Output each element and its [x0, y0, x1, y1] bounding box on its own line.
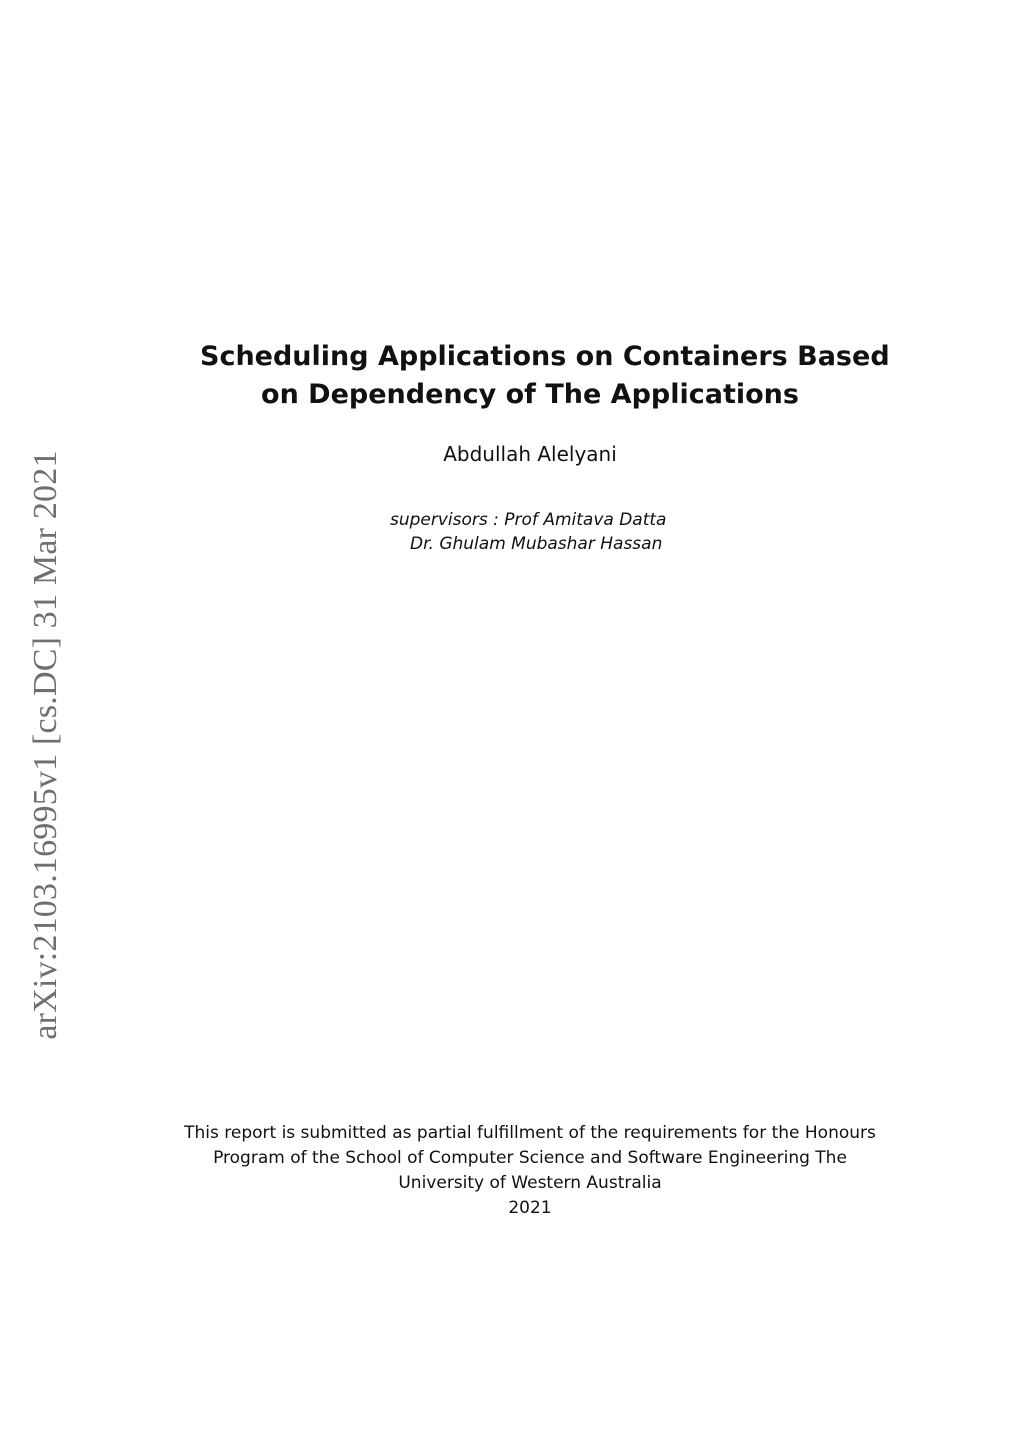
- supervisors-block: [390, 508, 666, 556]
- arxiv-identifier-stamp: arXiv:2103.16995v1 [cs.DC] 31 Mar 2021: [27, 450, 64, 1040]
- submission-line-3: University of Western Australia: [398, 1173, 662, 1193]
- supervisors-line-1: supervisors : Prof Amitava Datta: [390, 510, 667, 530]
- paper-title-line-1: Scheduling Applications on Containers Based: [200, 341, 890, 372]
- submission-year: 2021: [508, 1198, 552, 1218]
- submission-line-1: This report is submitted as partial fulfillment of the requirements for the Honours: [184, 1123, 876, 1143]
- paper-title-line-2: on Dependency of The Applications: [261, 379, 799, 410]
- supervisors-line-2: Dr. Ghulam Mubashar Hassan: [410, 534, 663, 554]
- submission-statement: [160, 1121, 900, 1221]
- paper-title: [200, 338, 890, 414]
- submission-line-2: Program of the School of Computer Science and Software Engineering The: [213, 1148, 847, 1168]
- author-name: Abdullah Alelyani: [443, 442, 617, 466]
